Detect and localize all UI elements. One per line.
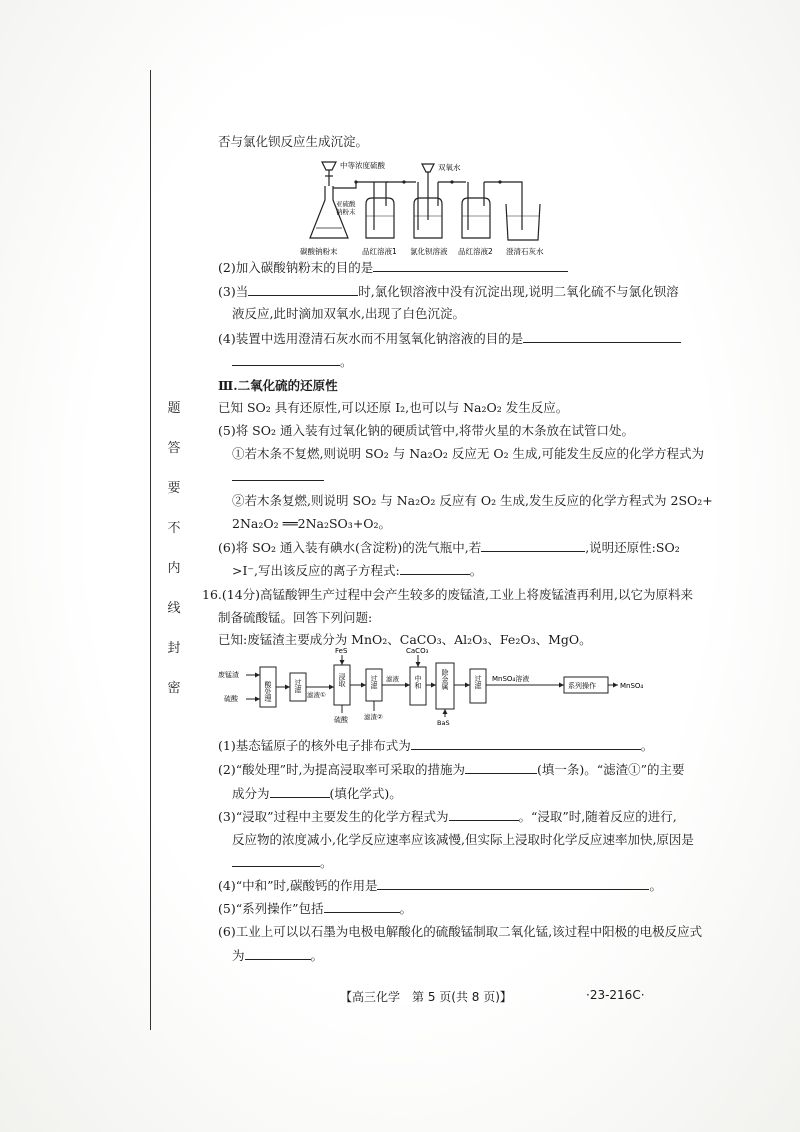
q16-q6-a: (6)工业上可以以石墨为电极电解酸化的硫酸锰制取二氧化锰,该过程中阳极的电极反应式 — [218, 924, 703, 939]
flow-bot3: 硫酸 — [334, 716, 348, 724]
q15-q4-blank-1[interactable] — [523, 330, 681, 343]
flow-box8-label: 系列操作 — [568, 682, 596, 690]
q16-q3-b: 。“浸取”时,随着反应的进行, — [518, 809, 677, 824]
q16-head-a: 16.(14分)高锰酸钾生产过程中会产生较多的废锰渣,工业上将废锰渣再利用,以它为原料来 — [202, 587, 693, 602]
q15-q6-a: (6)将 SO₂ 通入装有碘水(含淀粉)的洗气瓶中,若 — [218, 540, 482, 555]
label-peroxide: 双氧水 — [438, 163, 461, 172]
funnel-top — [322, 162, 336, 170]
q15-q3-c: 液反应,此时滴加双氧水,出现了白色沉淀。 — [232, 306, 465, 321]
process-flow-diagram — [218, 645, 648, 725]
label-bottom-5: 澄清石灰水 — [506, 247, 544, 256]
q16-q5-blank[interactable] — [324, 900, 400, 913]
q16-q2-line2 — [232, 784, 402, 802]
flow-bot4: 滤渣② — [364, 713, 383, 721]
section-3-known: 已知 SO₂ 具有还原性,可以还原 I₂,也可以与 Na₂O₂ 发生反应。 — [218, 400, 569, 415]
q15-q5-1-answer — [232, 468, 324, 484]
q15-q2-text: (2)加入碳酸钠粉末的目的是 — [218, 260, 374, 275]
binding-char: 线 — [167, 601, 181, 616]
label-sulfite: 亚硫酸 — [336, 200, 356, 208]
label-bottom-1: 碳酸钠粉末 — [300, 247, 338, 256]
q16-q3-blank-1[interactable] — [449, 808, 519, 821]
q16-q3-blank-2[interactable] — [232, 854, 320, 867]
flow-box6-label: 除金属 — [441, 669, 449, 690]
apparatus-diagram — [296, 160, 556, 260]
q15-q5-1-blank[interactable] — [232, 468, 324, 481]
label-bottom-3: 氯化钡溶液 — [410, 247, 448, 256]
q16-q2-blank-2[interactable] — [270, 785, 330, 798]
flow-box5-label: 中和 — [414, 675, 422, 689]
label-sulfite-2: 钠粉末 — [336, 208, 356, 216]
q15-q6-b: ,说明还原性:SO₂ — [585, 540, 680, 555]
flow-box2-label: 过滤 — [294, 679, 302, 693]
q16-q1-end: 。 — [640, 738, 654, 753]
flow-box1-label: 酸处理 — [264, 681, 272, 702]
flow-box3-label: 浸取 — [338, 673, 346, 687]
q15-q3-a: (3)当 — [218, 284, 249, 299]
label-bottom-2: 品红溶液1 — [362, 247, 397, 256]
q15-q2-blank[interactable] — [373, 259, 568, 272]
q15-intro: 否与氯化钡反应生成沉淀。 — [218, 134, 369, 149]
q16-q6-end: 。 — [310, 948, 324, 963]
binding-char: 要 — [167, 481, 181, 496]
q16-q2-line1 — [218, 760, 685, 778]
q15-q6-blank-1[interactable] — [481, 539, 585, 552]
footer-label: 【高三化学 第 5 页(共 8 页)】 — [340, 990, 512, 1004]
q15-q4-blank-2[interactable] — [232, 353, 340, 366]
binding-char: 内 — [167, 561, 181, 576]
flow-in-1: 废锰渣 — [218, 671, 239, 679]
q16-q4-blank[interactable] — [377, 877, 649, 890]
q15-q3-blank[interactable] — [248, 283, 358, 296]
q15-q5-1: ①若木条不复燃,则说明 SO₂ 与 Na₂O₂ 反应无 O₂ 生成,可能发生反应的化学方程式为 — [232, 446, 705, 461]
q16-q3-line3 — [232, 853, 333, 871]
q16-q4-end: 。 — [649, 878, 662, 893]
binding-char: 密 — [167, 681, 181, 696]
flow-box7-label: 过滤 — [474, 675, 482, 689]
q15-q4-line2 — [232, 352, 353, 370]
q16-q2-a: (2)“酸处理”时,为提高浸取率可采取的措施为 — [218, 762, 465, 777]
q15-q5-2b: 2Na₂O₂ ══2Na₂SO₃+O₂。 — [232, 516, 392, 531]
q15-q6-blank-2[interactable] — [400, 562, 470, 575]
bottle-1 — [366, 198, 394, 238]
flow-box4-label: 过滤 — [370, 675, 378, 689]
q15-q6-line2 — [232, 561, 482, 579]
binding-char: 封 — [167, 641, 181, 656]
binding-char: 答 — [167, 441, 181, 456]
label-acid: 中等浓度硫酸 — [340, 161, 385, 170]
q16-q2-b: (填一条)。“滤渣①”的主要 — [536, 762, 685, 777]
q15-q6-c: >I⁻,写出该反应的离子方程式: — [232, 563, 400, 578]
q16-q5-text: (5)“系列操作”包括 — [218, 901, 324, 916]
footer-code: ·23-216C· — [586, 988, 645, 1002]
q15-q5-2a: ②若木条复燃,则说明 SO₂ 与 Na₂O₂ 反应有 O₂ 生成,发生反应的化学方程式为 2SO₂+ — [232, 493, 713, 508]
q16-q3-line1 — [218, 807, 677, 825]
flow-bot6: BaS — [437, 719, 450, 725]
binding-char: 不 — [167, 521, 181, 536]
q16-q5-end: 。 — [399, 901, 413, 916]
q16-head-b: 制备硫酸锰。回答下列问题: — [218, 610, 373, 625]
flow-filtrate: 滤液 — [386, 675, 399, 683]
flow-mid: MnSO₄溶液 — [492, 675, 530, 683]
q16-q5 — [218, 899, 412, 917]
q15-q5: (5)将 SO₂ 通入装有过氧化钠的硬质试管中,将带火星的木条放在试管口处。 — [218, 423, 634, 438]
q16-q2-d: (填化学式)。 — [329, 786, 402, 801]
q16-q4 — [218, 876, 662, 894]
q15-q3-b: 时,氯化钡溶液中没有沉淀出现,说明二氧化硫不与氯化钡溶 — [358, 284, 679, 299]
section-3-title: Ⅲ.二氧化硫的还原性 — [218, 378, 338, 393]
bottle-3 — [462, 198, 490, 238]
q16-q3-a: (3)“浸取”过程中主要发生的化学方程式为 — [218, 809, 449, 824]
q16-q6-line2 — [232, 946, 323, 964]
binding-margin-text — [165, 400, 183, 720]
q16-q6-blank[interactable] — [245, 947, 311, 960]
q16-q4-text: (4)“中和”时,碳酸钙的作用是 — [218, 878, 378, 893]
q15-q6-end: 。 — [469, 563, 483, 578]
flow-in-2: 硫酸 — [224, 695, 238, 703]
beaker — [506, 204, 540, 240]
q15-q6-line1 — [218, 538, 680, 556]
q16-q6-b: 为 — [232, 948, 245, 963]
q15-q2 — [218, 258, 568, 276]
q15-q4-end: 。 — [340, 354, 353, 369]
q16-q1 — [218, 736, 653, 754]
q15-q4-a: (4)装置中选用澄清石灰水而不用氢氧化钠溶液的目的是 — [218, 331, 524, 346]
q15-q4-line1 — [218, 329, 681, 347]
q16-known: 已知:废锰渣主要成分为 MnO₂、CaCO₃、Al₂O₃、Fe₂O₃、MgO。 — [218, 632, 592, 647]
binding-margin-line — [150, 70, 151, 1030]
label-bottom-4: 品红溶液2 — [458, 247, 493, 256]
q16-q2-c: 成分为 — [232, 786, 270, 801]
q16-q3-end: 。 — [320, 855, 333, 870]
flow-top3: FeS — [335, 647, 348, 655]
q15-q3-line1 — [218, 282, 679, 300]
q16-q1-text: (1)基态锰原子的核外电子排布式为 — [218, 738, 411, 753]
q16-q1-blank[interactable] — [411, 737, 641, 750]
flow-out: MnSO₄ — [620, 682, 644, 690]
binding-char: 题 — [167, 401, 181, 416]
flow-top5: CaCO₃ — [406, 647, 429, 655]
q16-q3-c: 反应物的浓度减小,化学反应速率应该减慢,但实际上浸取时化学反应速率加快,原因是 — [232, 832, 694, 847]
q16-q2-blank-1[interactable] — [465, 761, 537, 774]
flow-filter1: 滤液① — [307, 691, 326, 699]
